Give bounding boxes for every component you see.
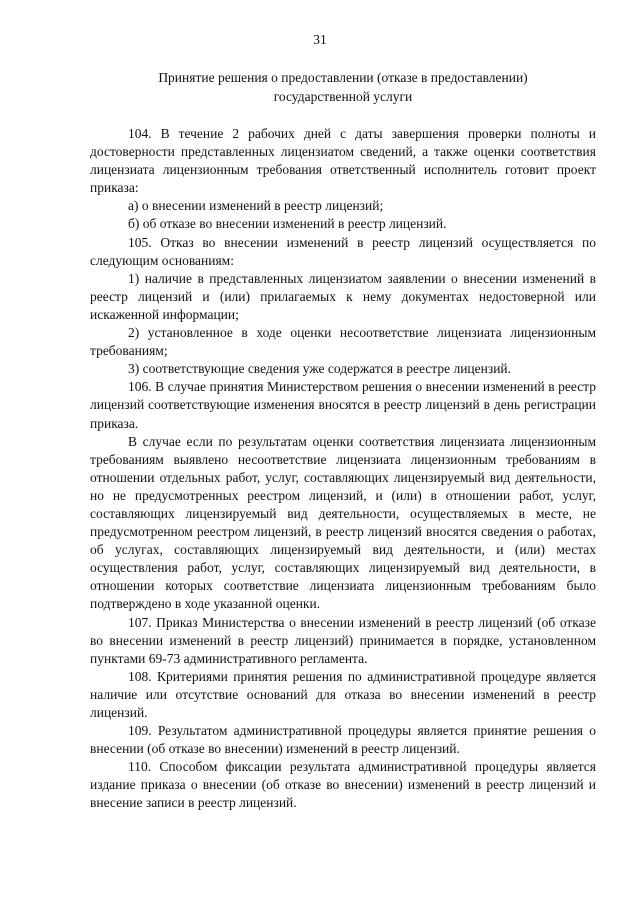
- paragraph-105-item-1: 1) наличие в представленных лицензиатом заявлении о внесении изменений в реестр лицензий и (или) прилагаемых к нему документах недостоверной или искаженной информации;: [90, 270, 596, 322]
- paragraph-108: 108. Критериями принятия решения по административной процедуре является наличие или отсутствие оснований для отказа во внесении изменений в реестр лицензий.: [90, 668, 596, 720]
- paragraph-106-continuation: В случае если по результатам оценки соответствия лицензиата лицензионным требованиям выявлено несоответствие лицензиата лицензионным требованиям в отношении отдельных работ, услуг, составляющих лицензируемый вид деятельности, но не предусмотренных реестром лицензий, и (или) в отношении работ, услуг, составляющих лицензируемый вид деятельности, осуществляемых в месте, не предусмотренном реестром лицензий, в реестр лицензий вносятся сведения о работах, об услугах, составляющих лицензируемый вид деятельности, и (или) местах осуществления работ, услуг, составляющих лицензируемый вид деятельности, в отношении которых соответствие лицензиата лицензионным требованиям было подтверждено в ходе указанной оценки.: [90, 433, 596, 612]
- page-number: 31: [313, 32, 327, 47]
- paragraph-110: 110. Способом фиксации результата административной процедуры является издание приказа о внесении (об отказе во внесении) изменений в реестр лицензий и внесение записи в реестр лицензий.: [90, 759, 596, 811]
- document-body: [90, 125, 596, 813]
- section-title: [90, 69, 596, 106]
- paragraph-105-item-2: 2) установленное в ходе оценки несоответствие лицензиата лицензионным требованиям;: [90, 325, 596, 359]
- section-title-line-2: государственной услуги: [273, 88, 413, 104]
- paragraph-104-item-a: а) о внесении изменений в реестр лицензий;: [128, 198, 384, 214]
- section-title-line-1: Принятие решения о предоставлении (отказе в предоставлении): [158, 70, 528, 85]
- paragraph-109: 109. Результатом административной процедуры является принятие решения о внесении (об отказе во внесении) изменений в реестр лицензий.: [90, 723, 596, 757]
- paragraph-105: 105. Отказ во внесении изменений в реестр лицензий осуществляется по следующим основаниям:: [90, 234, 596, 268]
- paragraph-104-item-b: б) об отказе во внесении изменений в реестр лицензий.: [128, 216, 447, 232]
- paragraph-104: 104. В течение 2 рабочих дней с даты завершения проверки полноты и достоверности представленных лицензиатом сведений, а также оценки соответствия лицензиата лицензионным требования ответственный исполнитель готовит проект приказа:: [90, 126, 596, 196]
- paragraph-106: 106. В случае принятия Министерством решения о внесении изменений в реестр лицензий соответствующие изменения вносятся в реестр лицензий в день регистрации приказа.: [90, 379, 596, 431]
- paragraph-107: 107. Приказ Министерства о внесении изменений в реестр лицензий (об отказе во внесении изменений в реестр лицензий) принимается в порядке, установленном пунктами 69-73 административного регламента.: [90, 614, 596, 666]
- paragraph-105-item-3: 3) соответствующие сведения уже содержатся в реестре лицензий.: [128, 361, 512, 377]
